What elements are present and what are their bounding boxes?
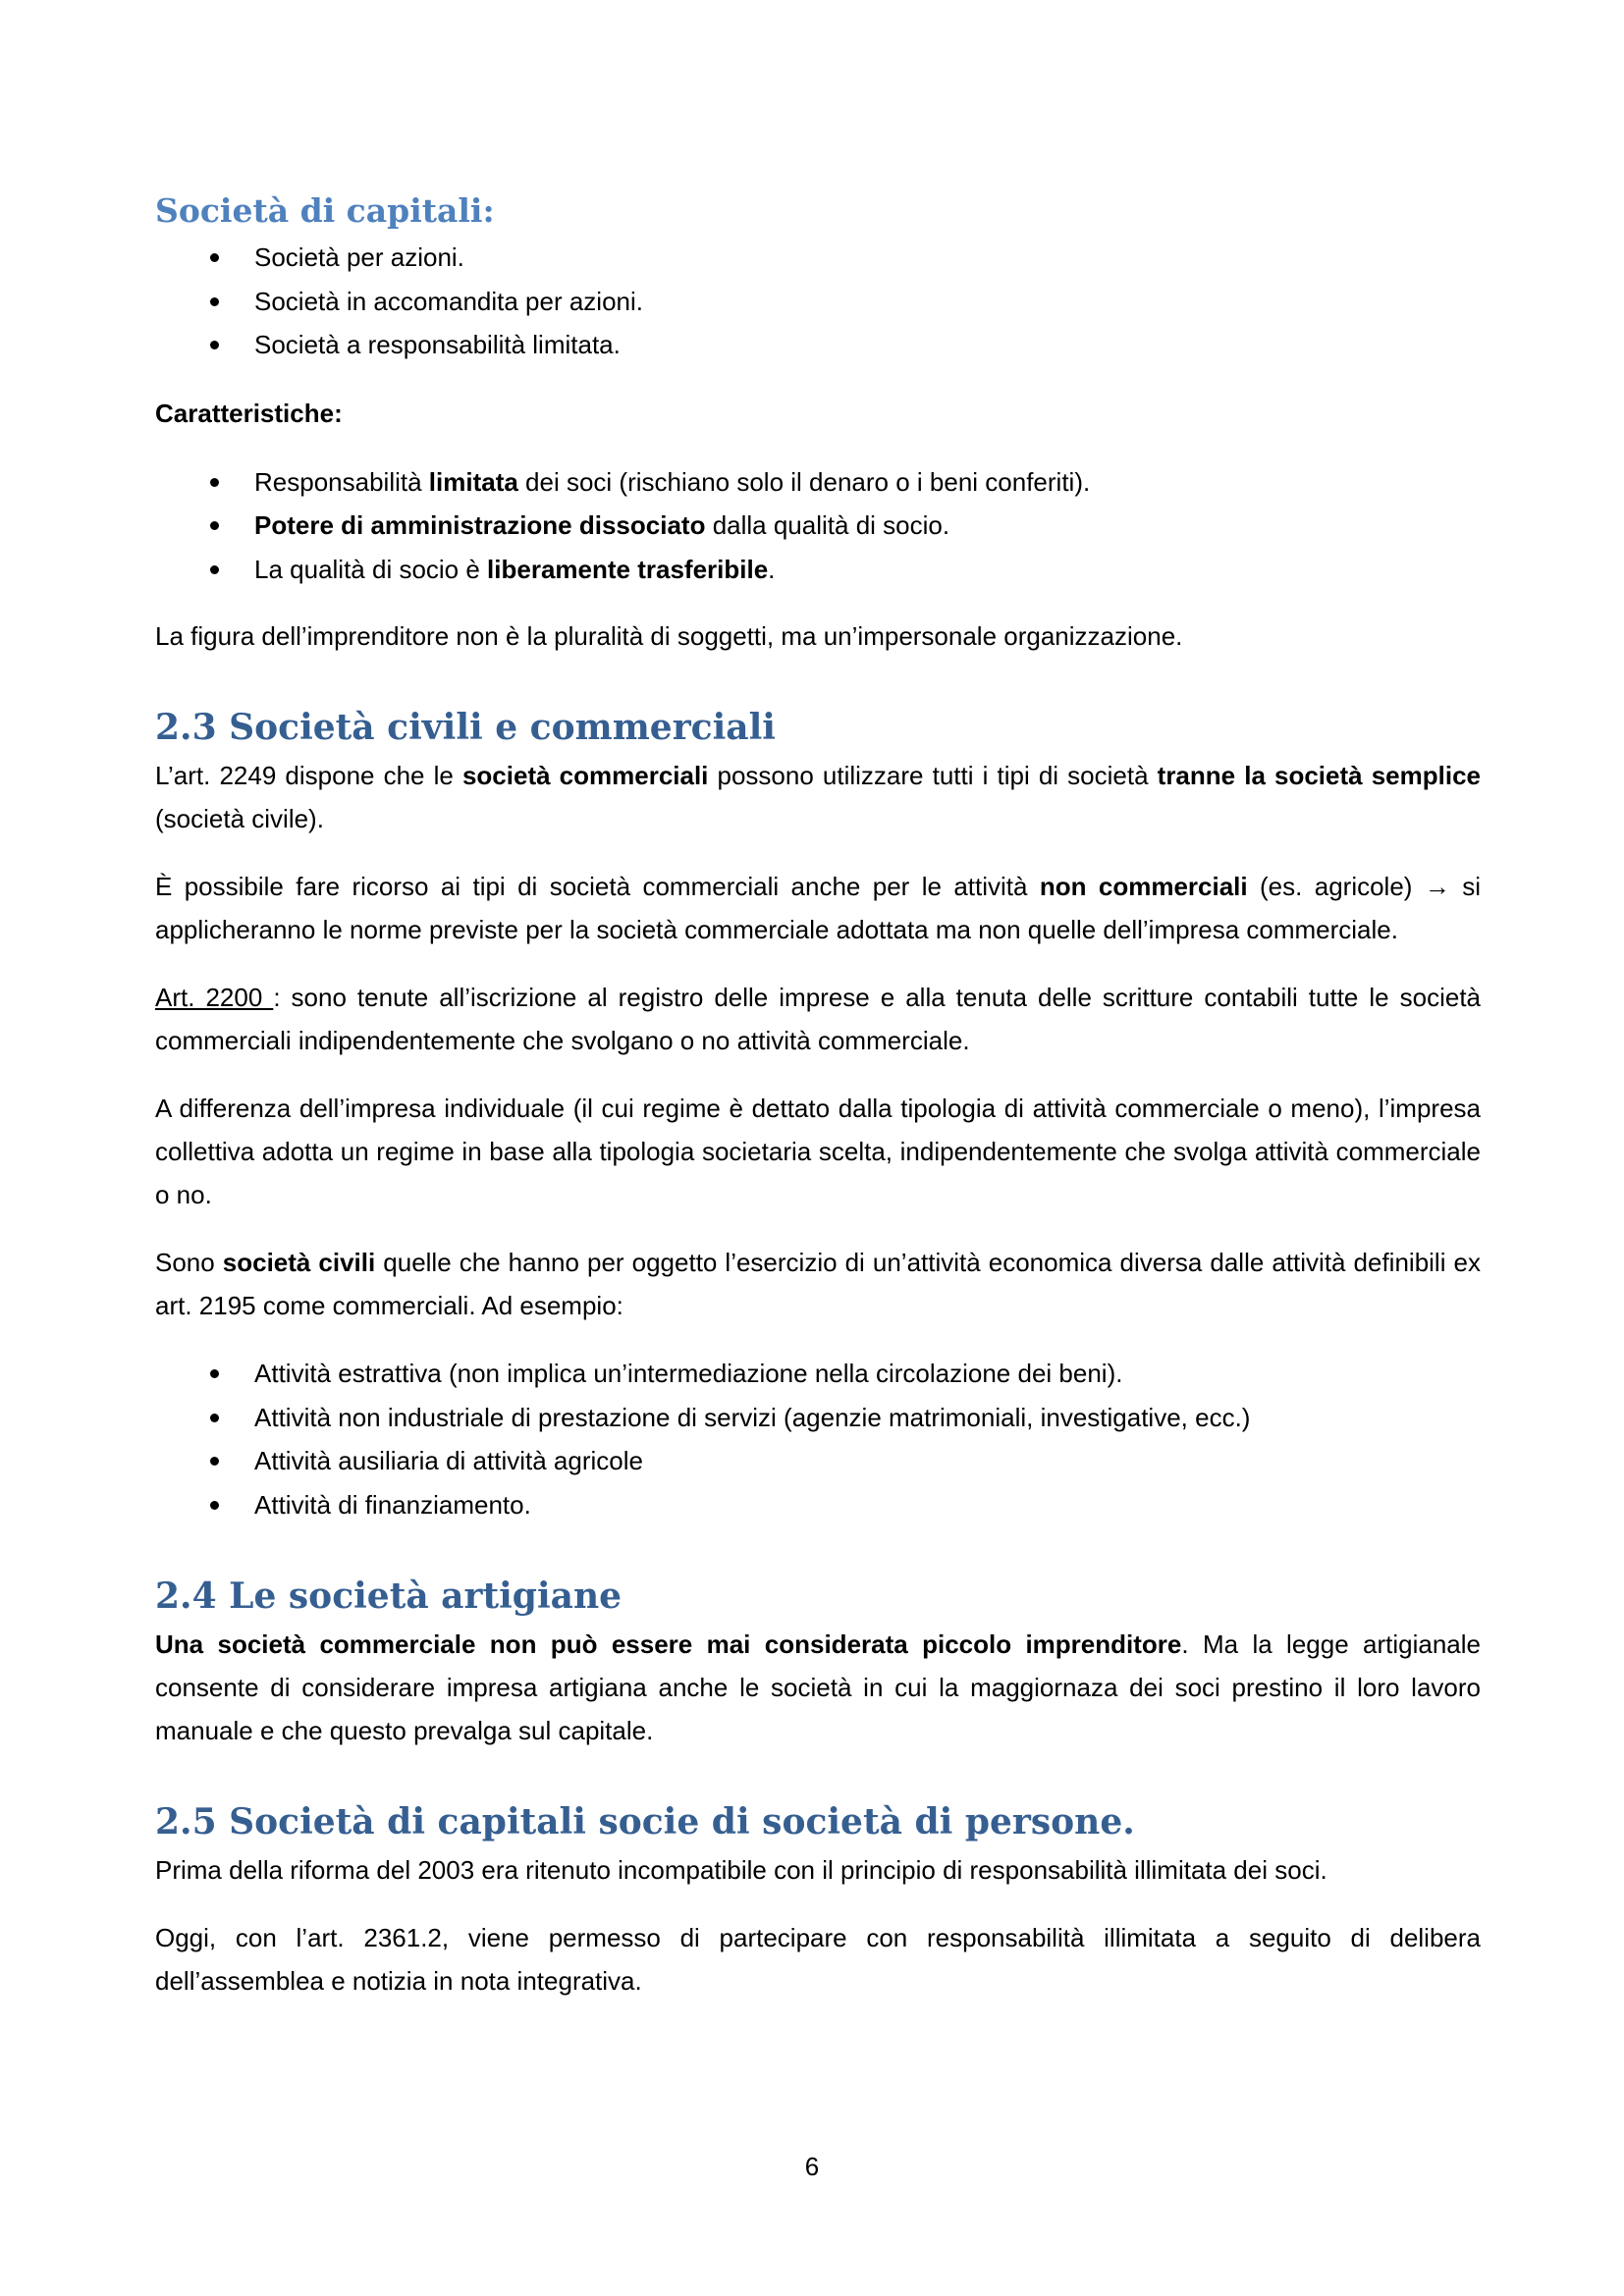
list-item: Attività di finanziamento.: [254, 1483, 1481, 1527]
closing-paragraph: La figura dell’imprenditore non è la pluralità di soggetti, ma un’impersonale organizzazione.: [155, 621, 1183, 651]
subheading-societa-di-capitali: Società di capitali:: [155, 191, 495, 230]
list-item: Responsabilità limitata dei soci (rischiano solo il denaro o i beni conferiti).: [254, 460, 1481, 505]
paragraph-societa-civili: Sono società civili quelle che hanno per oggetto l’esercizio di un’attività economica diversa dalle attività definibili ex art. 2195 come commerciali. Ad esempio:: [155, 1248, 1481, 1320]
paragraph-artigiane: Una società commerciale non può essere mai considerata piccolo imprenditore. Ma la legge artigianale consente di considerare impresa artigiana anche le società in cui la maggiornaza dei soci prestino il loro lavoro manuale e che questo prevalga sul capitale.: [155, 1629, 1482, 1745]
capitali-types-list: [155, 236, 1481, 367]
list-item: Potere di amministrazione dissociato dalla qualità di socio.: [254, 504, 1481, 548]
list-item: Società per azioni.: [254, 236, 1481, 280]
page-number: 6: [804, 2152, 820, 2181]
list-item: La qualità di socio è liberamente trasferibile.: [254, 548, 1481, 592]
paragraph-art-2361: Oggi, con l’art. 2361.2, viene permesso di partecipare con responsabilità illimitata a seguito di delibera dell’assemblea e notizia in nota integrativa.: [155, 1923, 1481, 1996]
heading-2-4: 2.4 Le società artigiane: [155, 1575, 623, 1617]
heading-2-3: 2.3 Società civili e commerciali: [155, 707, 776, 748]
page-content: [155, 187, 1481, 2002]
list-item: Società in accomandita per azioni.: [254, 280, 1481, 324]
heading-2-5: 2.5 Società di capitali socie di società di persone.: [155, 1801, 1135, 1842]
caratteristiche-label: Caratteristiche:: [155, 398, 343, 428]
list-item: Attività estrattiva (non implica un’intermediazione nella circolazione dei beni).: [254, 1352, 1481, 1396]
paragraph-impresa-collettiva: A differenza dell’impresa individuale (il cui regime è dettato dalla tipologia di attività commerciale o meno), l’impresa collettiva adotta un regime in base alla tipologia societaria scelta, indipendentemente che svolga attività commerciale o no.: [155, 1094, 1481, 1209]
paragraph-art-2249: L’art. 2249 dispone che le società commerciali possono utilizzare tutti i tipi di società tranne la società semplice (società civile).: [155, 761, 1481, 833]
paragraph-riforma-2003: Prima della riforma del 2003 era ritenuto incompatibile con il principio di responsabilità illimitata dei soci.: [155, 1855, 1327, 1885]
paragraph-non-commerciali: È possibile fare ricorso ai tipi di società commerciali anche per le attività non commerciali (es. agricole) → si applicheranno le norme previste per la società commerciale adottata ma non quelle dell’impresa commerciale.: [155, 872, 1481, 944]
list-item: Società a responsabilità limitata.: [254, 323, 1481, 367]
list-item: Attività ausiliaria di attività agricole: [254, 1439, 1481, 1483]
examples-list: [155, 1352, 1481, 1526]
caratteristiche-list: [155, 460, 1481, 592]
paragraph-art-2200: Art. 2200 : sono tenute all’iscrizione al registro delle imprese e alla tenuta delle scritture contabili tutte le società commerciali indipendentemente che svolgano o no attività commerciale.: [155, 983, 1482, 1055]
list-item: Attività non industriale di prestazione di servizi (agenzie matrimoniali, investigative, ecc.): [254, 1396, 1481, 1440]
